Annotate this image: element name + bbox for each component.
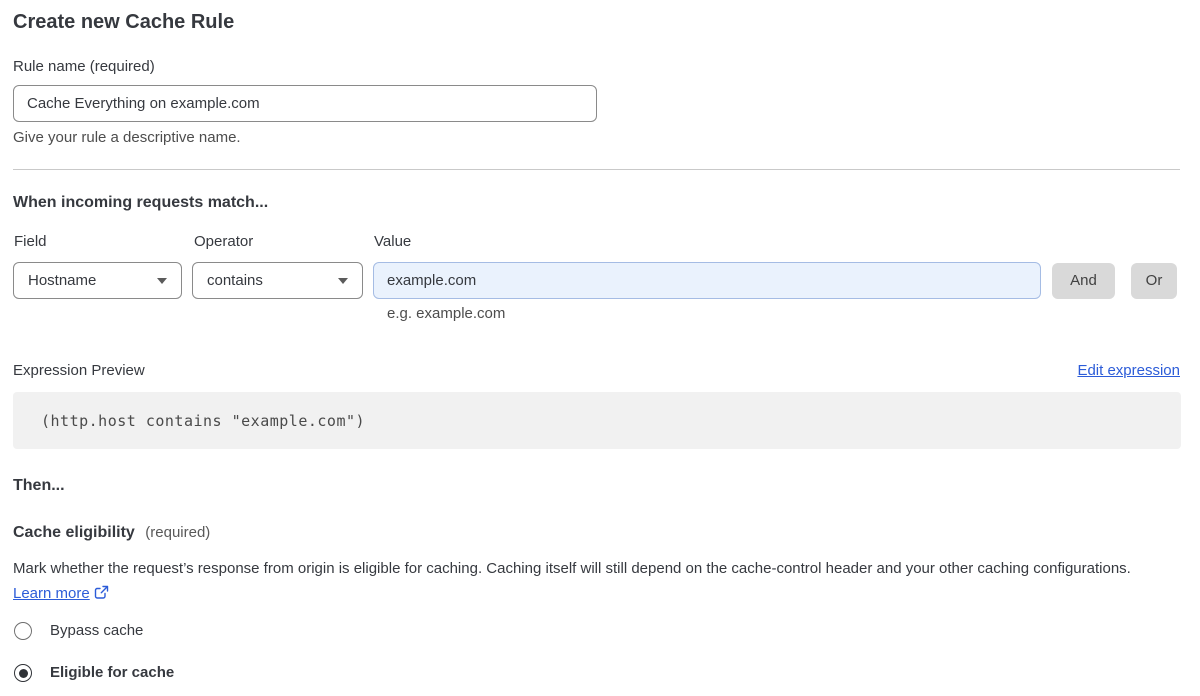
radio-eligible-for-cache[interactable] [13, 664, 1180, 682]
field-select[interactable] [13, 262, 182, 299]
cache-eligibility-description [13, 556, 1168, 606]
match-column-labels [13, 233, 1180, 251]
match-heading: When incoming requests match... [13, 194, 269, 211]
cache-eligibility-options [13, 622, 1180, 682]
cache-eligibility-title: Cache eligibility [13, 524, 135, 541]
radio-label: Eligible for cache [50, 664, 175, 681]
description-text: Mark whether the request’s response from origin is eligible for caching. Caching itself will still depend on the cache-control header and your other caching configurations. [13, 560, 1131, 577]
and-button[interactable]: And [1052, 263, 1115, 299]
field-label: Field [14, 233, 47, 250]
expression-code: (http.host contains "example.com") [41, 411, 366, 430]
learn-more-link[interactable]: Learn more [13, 585, 90, 602]
operator-label: Operator [194, 233, 254, 250]
required-note: (required) [145, 524, 211, 541]
radio-label: Bypass cache [50, 622, 144, 639]
operator-select-value: contains [207, 272, 263, 289]
operator-select[interactable] [192, 262, 363, 299]
rule-name-label: Rule name (required) [13, 58, 155, 75]
or-button[interactable]: Or [1131, 263, 1177, 299]
radio-icon [14, 622, 32, 640]
value-help: e.g. example.com [387, 305, 506, 322]
page-title: Create new Cache Rule [13, 11, 235, 33]
match-expression-row [13, 262, 1180, 299]
chevron-down-icon [157, 278, 167, 284]
edit-expression-link[interactable]: Edit expression [1077, 362, 1180, 379]
field-select-value: Hostname [28, 272, 97, 289]
then-heading: Then... [13, 477, 65, 494]
external-link-icon [94, 585, 109, 600]
chevron-down-icon [338, 278, 348, 284]
radio-bypass-cache[interactable] [13, 622, 1180, 640]
value-label: Value [374, 233, 412, 250]
expression-preview-box [13, 392, 1181, 449]
rule-name-help: Give your rule a descriptive name. [13, 129, 241, 146]
radio-icon-selected [14, 664, 32, 682]
section-divider [13, 169, 1180, 170]
rule-name-input[interactable] [13, 85, 597, 122]
value-input[interactable] [373, 262, 1041, 299]
expression-preview-label: Expression Preview [13, 362, 145, 379]
